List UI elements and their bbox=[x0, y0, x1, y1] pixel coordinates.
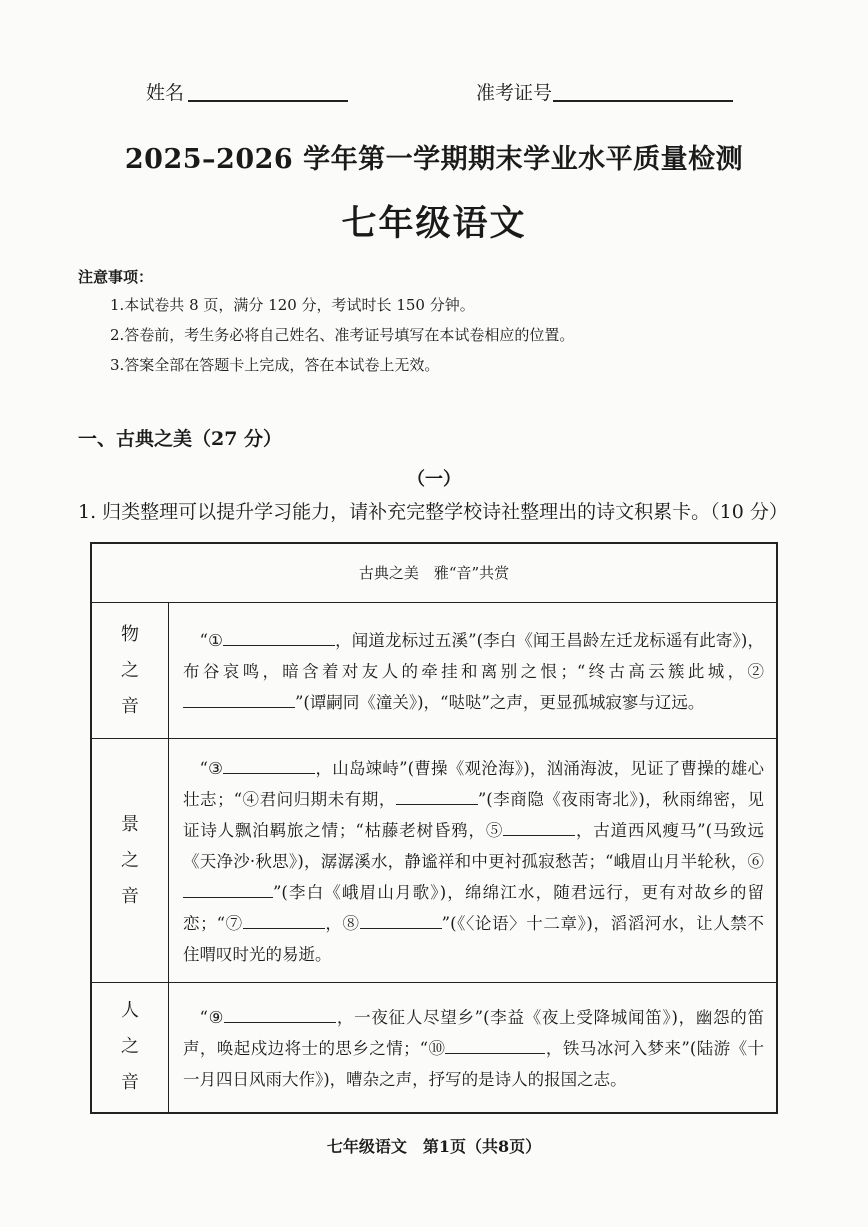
row-content-scenery bbox=[169, 739, 778, 983]
poetry-card bbox=[90, 542, 778, 1114]
row-content-people bbox=[169, 983, 778, 1113]
text-segment: ”(李商隐《夜雨寄北》)，秋雨绵密，见证诗人飘泊羁旅之情；“枯藤老树昏鸦，⑤ bbox=[183, 790, 765, 840]
notice-item: 2.答卷前，考生务必将自己姓名、准考证号填写在本试卷相应的位置。 bbox=[110, 326, 575, 344]
text-segment: ”(谭嗣同《潼关》)，“哒哒”之声，更显孤城寂寥与辽远。 bbox=[295, 693, 705, 712]
row-label-char: 物 bbox=[121, 623, 139, 645]
answer-blank-8[interactable] bbox=[360, 910, 442, 929]
answer-blank-3[interactable] bbox=[223, 755, 315, 774]
exam-title: 2025–2026 学年第一学期期末学业水平质量检测 bbox=[124, 144, 744, 175]
text-segment: ，山岛竦峙”(曹操《观沧海》)，汹涌海波，见证了曹操的雄心壮志；“④君问归期未有期， bbox=[183, 759, 765, 809]
text-segment: ”(李白《峨眉山月歌》)，绵绵江水，随君远行，更有对故乡的留恋；“⑦ bbox=[183, 883, 764, 933]
text-segment: ，一夜征人尽望乡”(李益《夜上受降城闻笛》)，幽怨的笛声，唤起戍边将士的思乡之情；“⑩ bbox=[183, 1007, 764, 1058]
row-label-char: 音 bbox=[121, 695, 139, 717]
candidate-info-row bbox=[0, 78, 868, 110]
part-heading: （一） bbox=[407, 469, 461, 490]
row-content-objects bbox=[169, 603, 778, 739]
exam-subject: 七年级语文 bbox=[341, 203, 527, 244]
row-label-scenery bbox=[91, 739, 169, 983]
answer-blank-2[interactable] bbox=[183, 689, 295, 708]
row-label-char: 音 bbox=[121, 1072, 139, 1094]
answer-blank-6[interactable] bbox=[183, 879, 273, 898]
question-1: 1. 归类整理可以提升学习能力，请补充完整学校诗社整理出的诗文积累卡。（10 分） bbox=[78, 501, 788, 523]
text-segment: “① bbox=[199, 631, 223, 650]
answer-blank-5[interactable] bbox=[503, 817, 575, 836]
text-segment: “③ bbox=[199, 759, 224, 778]
answer-blank-9[interactable] bbox=[224, 1004, 336, 1023]
row-label-char: 之 bbox=[121, 659, 139, 681]
section-heading: 一、古典之美（27 分） bbox=[78, 428, 283, 450]
name-label: 姓名 bbox=[146, 82, 185, 104]
row-label-char: 之 bbox=[121, 849, 139, 871]
answer-blank-4[interactable] bbox=[396, 786, 478, 805]
row-label-char: 景 bbox=[121, 813, 139, 835]
text-segment: ，闻道龙标过五溪”(李白《闻王昌龄左迁龙标遥有此寄》)，布谷哀鸣，暗含着对友人的牵挂和离别之恨；“终古高云簇此城，② bbox=[183, 631, 764, 681]
row-label-char: 之 bbox=[121, 1036, 139, 1058]
notice-item: 3.答案全部在答题卡上完成，答在本试卷上无效。 bbox=[110, 356, 440, 374]
exam-id-blank-line bbox=[553, 100, 733, 102]
notice-item: 1.本试卷共 8 页，满分 120 分，考试时长 150 分钟。 bbox=[110, 296, 475, 314]
answer-blank-10[interactable] bbox=[445, 1035, 545, 1054]
text-segment: ，铁马冰河入梦来”(陆游《十一月四日风雨大作》)，嘈杂之声，抒写的是诗人的报国之志。 bbox=[183, 1038, 764, 1089]
text-segment: “⑨ bbox=[199, 1007, 225, 1027]
row-label-people bbox=[91, 983, 169, 1113]
row-label-char: 音 bbox=[121, 885, 139, 907]
text-segment: ，古道西风瘦马”(马致远《天净沙·秋思》)，潺潺溪水，静谧祥和中更衬孤寂愁苦；“峨眉山月半轮秋，⑥ bbox=[183, 821, 764, 871]
answer-blank-7[interactable] bbox=[243, 910, 325, 929]
page-footer: 七年级语文 第1页（共8页） bbox=[326, 1137, 542, 1156]
exam-id-label: 准考证号 bbox=[476, 82, 553, 104]
row-label-objects bbox=[91, 603, 169, 739]
card-title: 古典之美 雅“音”共赏 bbox=[91, 543, 777, 603]
answer-blank-1[interactable] bbox=[223, 627, 335, 646]
notice-heading: 注意事项： bbox=[78, 268, 154, 286]
row-label-char: 人 bbox=[121, 1000, 139, 1022]
name-blank-line bbox=[188, 100, 348, 102]
text-segment: ”(《〈论语〉十二章》)，滔滔河水，让人禁不住喟叹时光的易逝。 bbox=[183, 914, 765, 964]
text-segment: ，⑧ bbox=[324, 914, 360, 933]
